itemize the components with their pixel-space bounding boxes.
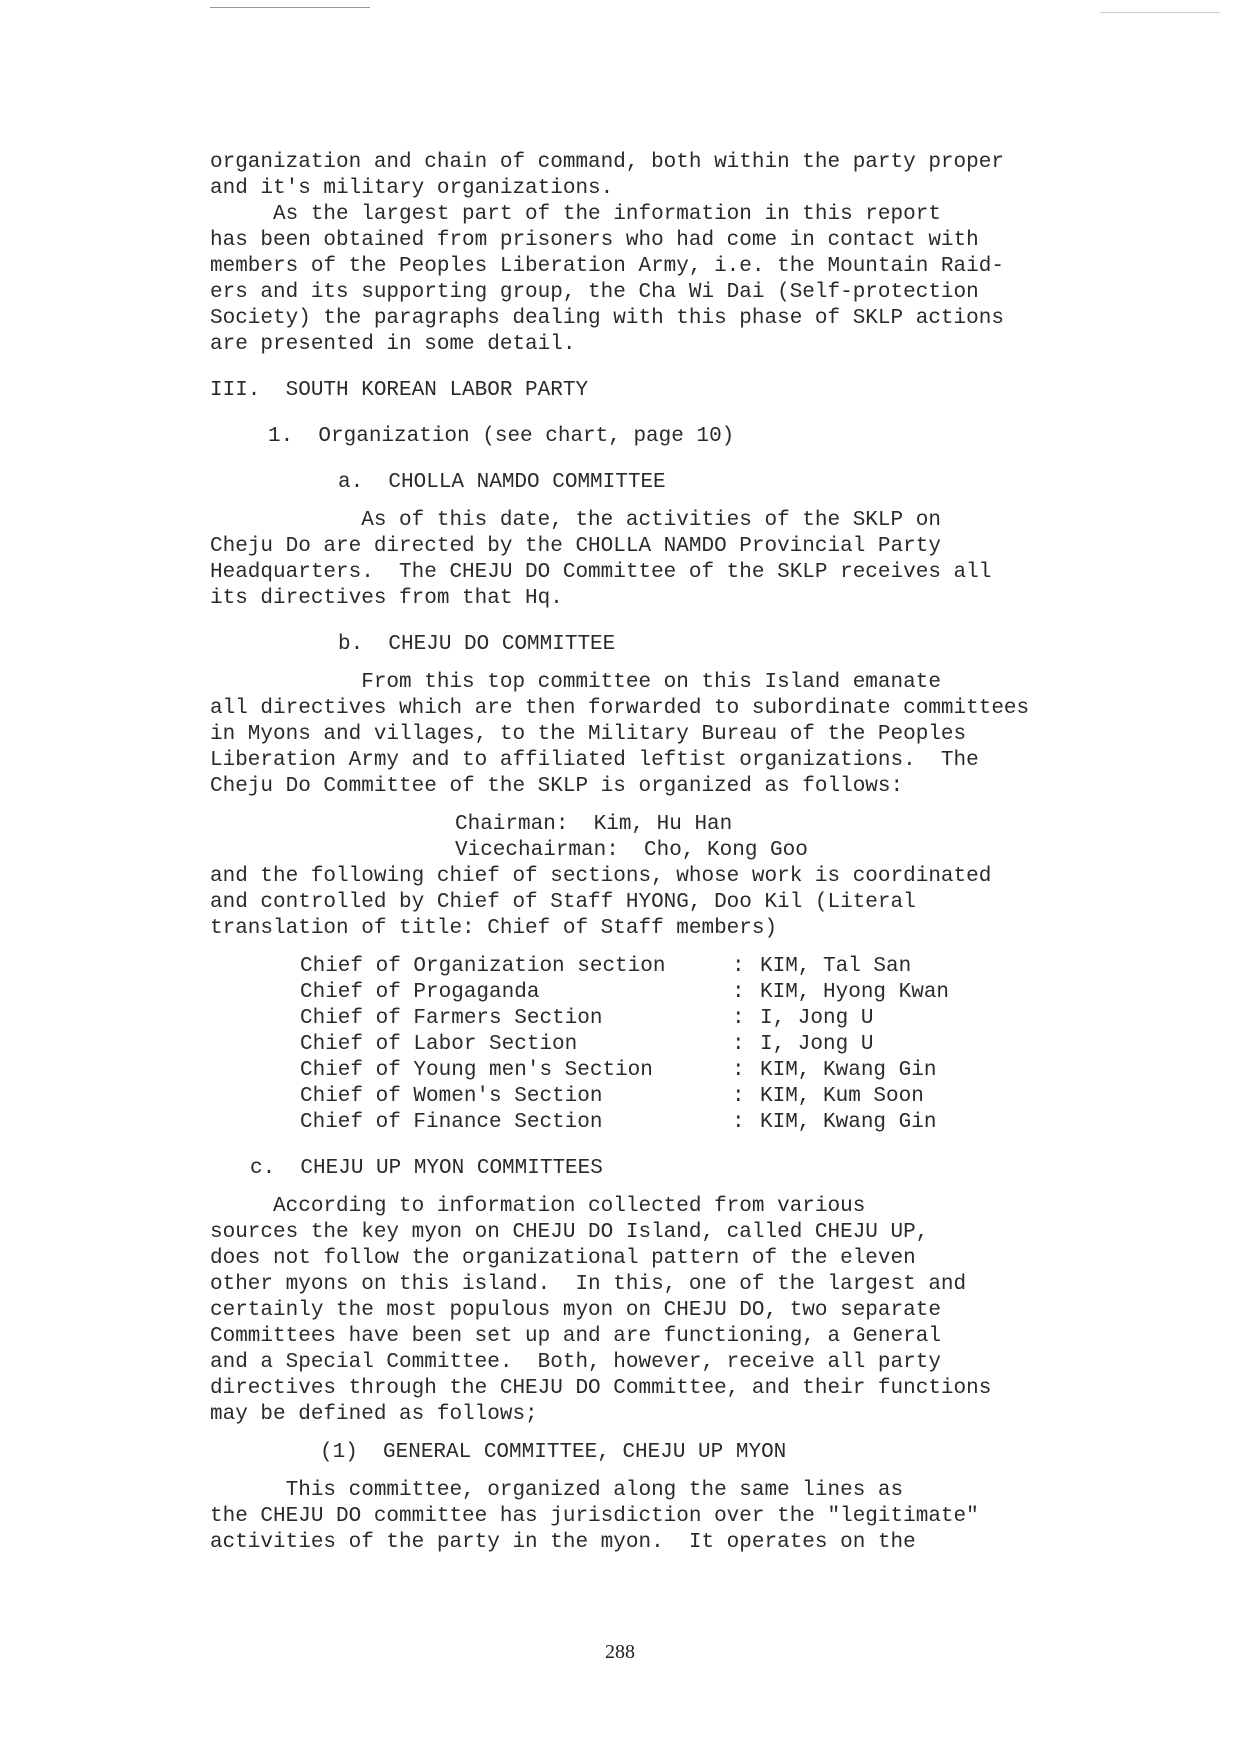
document-body xyxy=(210,150,1220,1556)
text-line: does not follow the organizational pattern of the eleven xyxy=(210,1247,916,1270)
chief-name: KIM, Tal San xyxy=(760,955,912,978)
text-line: may be defined as follows; xyxy=(210,1403,538,1426)
chief-title: Chief of Labor Section xyxy=(300,1033,578,1056)
text-line: and it's military organizations. xyxy=(210,177,614,200)
separator: : xyxy=(732,1085,745,1108)
chief-row xyxy=(300,1058,1220,1084)
text-line: Cheju Do Committee of the SKLP is organized as follows: xyxy=(210,775,904,798)
section-c1 xyxy=(210,1440,1220,1556)
chief-row xyxy=(300,1006,1220,1032)
chief-name: KIM, Kwang Gin xyxy=(760,1059,937,1082)
text-line: Liberation Army and to affiliated leftist organizations. The xyxy=(210,749,979,772)
text-line: members of the Peoples Liberation Army, i.e. the Mountain Raid- xyxy=(210,255,1004,278)
text-line: and controlled by Chief of Staff HYONG, Doo Kil (Literal xyxy=(210,891,916,914)
chief-name: I, Jong U xyxy=(760,1033,874,1056)
chief-title: Chief of Finance Section xyxy=(300,1111,603,1134)
text-line: As of this date, the activities of the SKLP on xyxy=(210,509,941,532)
text-line: its directives from that Hq. xyxy=(210,587,563,610)
text-line: activities of the party in the myon. It operates on the xyxy=(210,1531,916,1554)
chief-row xyxy=(300,954,1220,980)
text-line: the CHEJU DO committee has jurisdiction over the "legitimate" xyxy=(210,1505,979,1528)
text-line: all directives which are then forwarded to subordinate committees xyxy=(210,697,1030,720)
chairman: Chairman: Kim, Hu Han xyxy=(455,813,733,836)
text-line: As the largest part of the information in this report xyxy=(210,203,941,226)
text-line: Headquarters. The CHEJU DO Committee of the SKLP receives all xyxy=(210,561,992,584)
section-c1-heading: (1) GENERAL COMMITTEE, CHEJU UP MYON xyxy=(320,1441,787,1464)
section-a-heading: a. CHOLLA NAMDO COMMITTEE xyxy=(338,471,666,494)
text-line: Committees have been set up and are functioning, a General xyxy=(210,1325,941,1348)
text-line: organization and chain of command, both within the party proper xyxy=(210,151,1004,174)
text-line: This committee, organized along the same lines as xyxy=(210,1479,904,1502)
text-line: directives through the CHEJU DO Committee, and their functions xyxy=(210,1377,992,1400)
section-b-heading: b. CHEJU DO COMMITTEE xyxy=(338,633,616,656)
text-line: ers and its supporting group, the Cha Wi Dai (Self-protection xyxy=(210,281,979,304)
separator: : xyxy=(732,981,745,1004)
text-line: translation of title: Chief of Staff members) xyxy=(210,917,778,940)
page-number: 288 xyxy=(605,1641,635,1663)
chief-name: KIM, Hyong Kwan xyxy=(760,981,950,1004)
section-c-heading: c. CHEJU UP MYON COMMITTEES xyxy=(250,1157,603,1180)
scan-artifact-line xyxy=(1100,12,1220,13)
section-heading: III. SOUTH KOREAN LABOR PARTY xyxy=(210,379,589,402)
separator: : xyxy=(732,1111,745,1134)
intro-paragraph xyxy=(210,150,1220,358)
text-line: and the following chief of sections, whose work is coordinated xyxy=(210,865,992,888)
text-line: According to information collected from various xyxy=(210,1195,866,1218)
text-line: certainly the most populous myon on CHEJU DO, two separate xyxy=(210,1299,941,1322)
section-chiefs-list xyxy=(210,954,1220,1136)
chief-row xyxy=(300,1110,1220,1136)
text-line: are presented in some detail. xyxy=(210,333,576,356)
text-line: sources the key myon on CHEJU DO Island, called CHEJU UP, xyxy=(210,1221,929,1244)
chief-title: Chief of Women's Section xyxy=(300,1085,603,1108)
chief-title: Chief of Farmers Section xyxy=(300,1007,603,1030)
chief-name: KIM, Kwang Gin xyxy=(760,1111,937,1134)
scan-artifact-line xyxy=(210,7,370,8)
separator: : xyxy=(732,955,745,978)
section-a xyxy=(210,470,1220,612)
text-line: and a Special Committee. Both, however, receive all party xyxy=(210,1351,941,1374)
chief-name: I, Jong U xyxy=(760,1007,874,1030)
chief-row xyxy=(300,1084,1220,1110)
text-line: Society) the paragraphs dealing with this phase of SKLP actions xyxy=(210,307,1004,330)
chief-title: Chief of Young men's Section xyxy=(300,1059,653,1082)
vicechairman: Vicechairman: Cho, Kong Goo xyxy=(455,839,808,862)
separator: : xyxy=(732,1033,745,1056)
chief-row xyxy=(300,980,1220,1006)
section-c xyxy=(210,1156,1220,1428)
chief-title: Chief of Progaganda xyxy=(300,981,540,1004)
text-line: From this top committee on this Island emanate xyxy=(210,671,941,694)
chief-title: Chief of Organization section xyxy=(300,955,666,978)
chief-name: KIM, Kum Soon xyxy=(760,1085,924,1108)
chief-row xyxy=(300,1032,1220,1058)
text-line: Cheju Do are directed by the CHOLLA NAMDO Provincial Party xyxy=(210,535,941,558)
separator: : xyxy=(732,1007,745,1030)
text-line: other myons on this island. In this, one of the largest and xyxy=(210,1273,967,1296)
separator: : xyxy=(732,1059,745,1082)
section-b xyxy=(210,632,1220,1136)
subsection-heading: 1. Organization (see chart, page 10) xyxy=(268,425,735,448)
text-line: has been obtained from prisoners who had come in contact with xyxy=(210,229,979,252)
text-line: in Myons and villages, to the Military Bureau of the Peoples xyxy=(210,723,967,746)
